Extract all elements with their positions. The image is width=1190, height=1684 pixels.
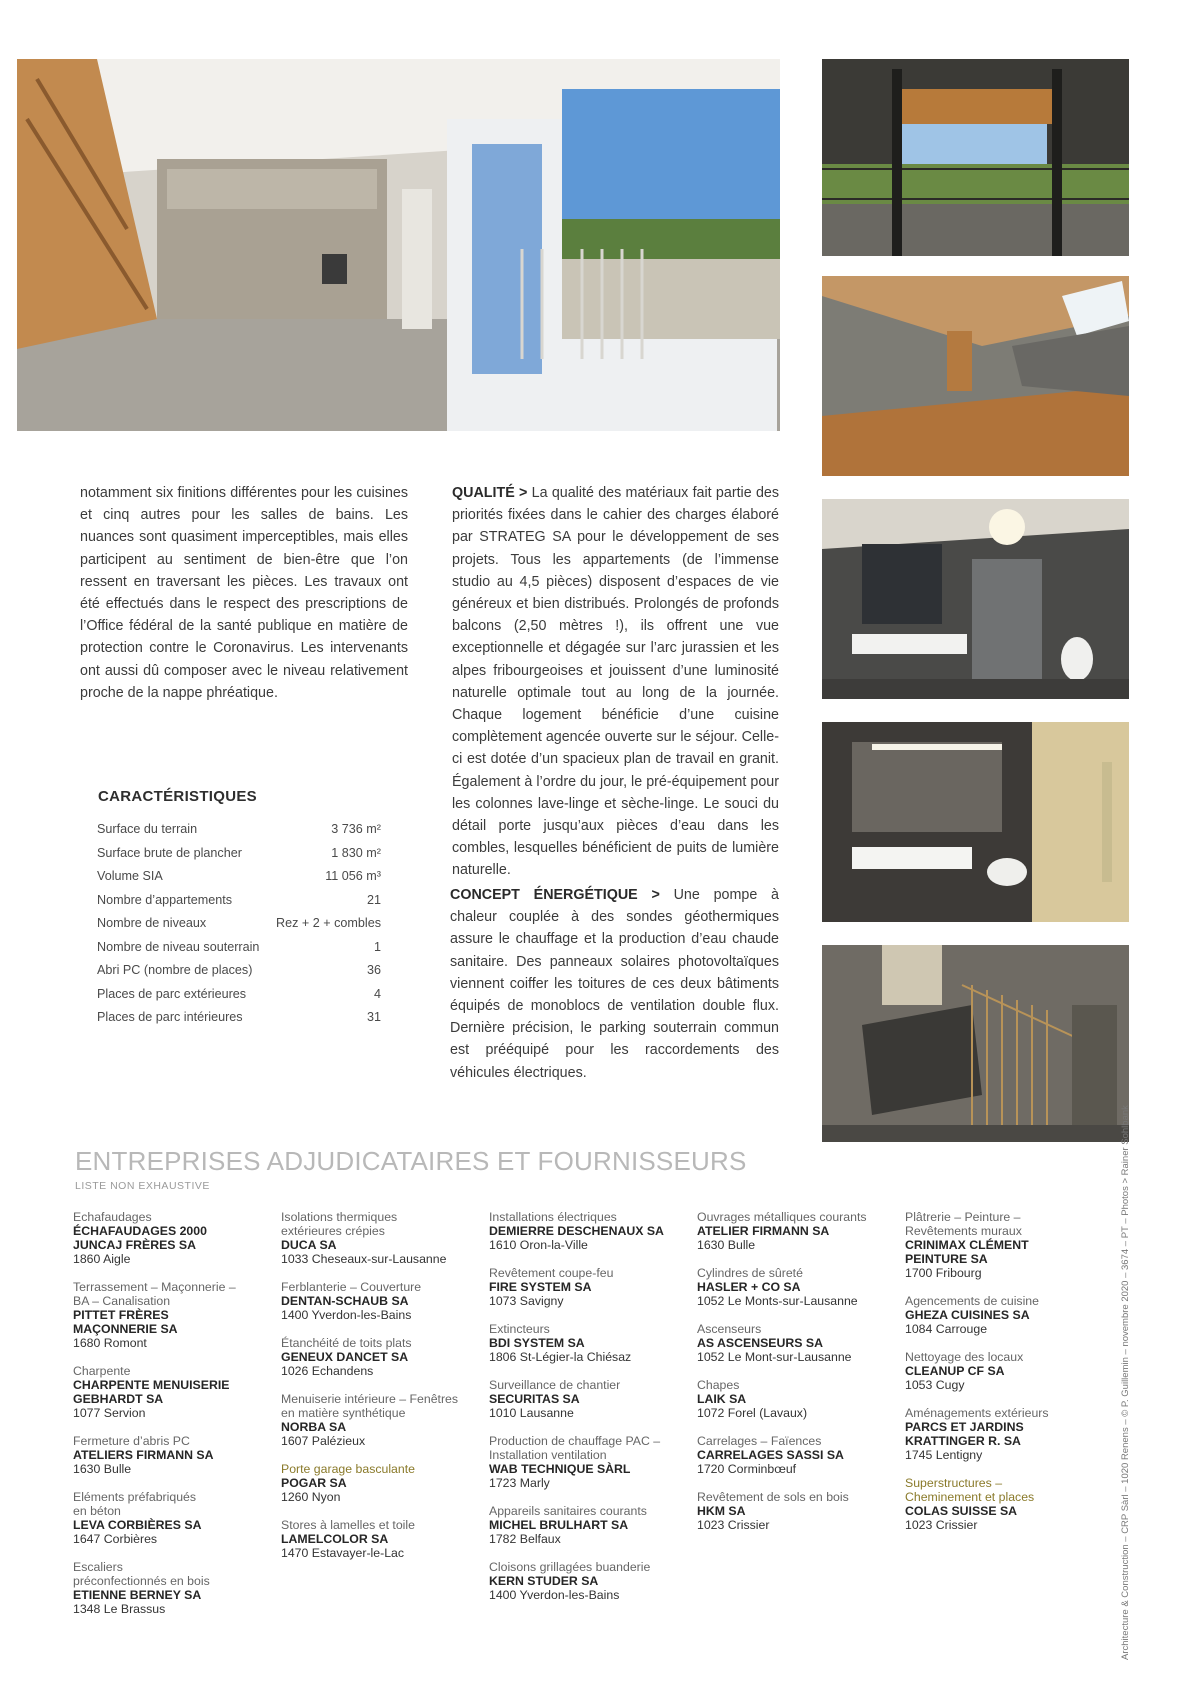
supplier-category: Terrassement – Maçonnerie – BA – Canalisation	[73, 1280, 236, 1308]
supplier-entry	[905, 1294, 1110, 1336]
supplier-category: Plâtrerie – Peinture – Revêtements muraux	[905, 1210, 1022, 1238]
supplier-entry	[905, 1406, 1110, 1462]
spec-label: Nombre de niveau souterrain	[97, 939, 260, 954]
supplier-entry	[489, 1378, 694, 1420]
supplier-category: Porte garage basculante	[281, 1462, 415, 1476]
spec-label: Abri PC (nombre de places)	[97, 963, 253, 977]
supplier-company: GENEUX DANCET SA	[281, 1350, 409, 1364]
supplier-category: Menuiserie intérieure – Fenêtres en matière synthétique	[281, 1392, 459, 1420]
supplier-company: SECURITAS SA	[489, 1392, 580, 1406]
supplier-entry	[697, 1378, 902, 1420]
spec-value: 3 736 m²	[331, 822, 381, 836]
supplier-category: Fermeture d’abris PC	[73, 1434, 190, 1448]
supplier-entry	[73, 1434, 278, 1476]
supplier-category: Extincteurs	[489, 1322, 550, 1336]
supplier-company: AS ASCENSEURS SA	[697, 1336, 823, 1350]
supplier-category: Isolations thermiques extérieures crépies	[281, 1210, 398, 1238]
supplier-column	[73, 1210, 278, 1630]
supplier-address: 1630 Bulle	[697, 1238, 756, 1252]
supplier-address: 1077 Servion	[73, 1406, 146, 1420]
supplier-company: CRINIMAX CLÉMENT PEINTURE SA	[905, 1238, 1029, 1266]
photo-attic-room	[822, 276, 1129, 476]
supplier-company: ÉCHAFAUDAGES 2000 JUNCAJ FRÈRES SA	[73, 1224, 207, 1252]
supplier-address: 1348 Le Brassus	[73, 1602, 166, 1616]
supplier-category: Agencements de cuisine	[905, 1294, 1039, 1308]
supplier-company: ETIENNE BERNEY SA	[73, 1588, 202, 1602]
photo-balcony-view	[822, 59, 1129, 256]
spec-value: 36	[366, 963, 381, 977]
spec-value: 1	[373, 939, 381, 954]
supplier-company: DENTAN-SCHAUB SA	[281, 1294, 409, 1308]
spec-row	[97, 818, 381, 842]
supplier-address: 1680 Romont	[73, 1336, 147, 1350]
supplier-column	[489, 1210, 694, 1616]
supplier-column	[905, 1210, 1110, 1546]
supplier-category: Surveillance de chantier	[489, 1378, 621, 1392]
supplier-entry	[489, 1266, 694, 1308]
spec-row	[97, 959, 381, 983]
supplier-category: Nettoyage des locaux	[905, 1350, 1024, 1364]
supplier-company: DEMIERRE DESCHENAUX SA	[489, 1224, 664, 1238]
supplier-category: Chapes	[697, 1378, 740, 1392]
supplier-company: CLEANUP CF SA	[905, 1364, 1005, 1378]
concept-text: Une pompe à chaleur couplée à des sondes géothermiques assure le chauffage et la production d’eau chaude sanitaire. Des panneaux solaires photovoltaïques viennent coiffer les toitures de ces deux bâtiments équipés de monoblocs de ventilation double flux. Dernière précision, le parking souterrain commun est prééquipé pour les raccordements des véhicules électriques.	[450, 887, 779, 1081]
supplier-company: LAIK SA	[697, 1392, 747, 1406]
supplier-category: Appareils sanitaires courants	[489, 1504, 647, 1518]
suppliers-title: ENTREPRISES ADJUDICATAIRES ET FOURNISSEURS	[75, 1146, 747, 1176]
supplier-address: 1052 Le Mont-sur-Lausanne	[697, 1350, 852, 1364]
supplier-category: Revêtement coupe-feu	[489, 1266, 614, 1280]
supplier-category: Étanchéité de toits plats	[281, 1336, 412, 1350]
supplier-entry	[489, 1210, 694, 1252]
supplier-entry	[73, 1210, 278, 1266]
spec-row	[97, 936, 381, 960]
supplier-entry	[905, 1350, 1110, 1392]
supplier-company: HASLER + CO SA	[697, 1280, 801, 1294]
spec-value: 4	[373, 986, 381, 1001]
spec-row	[97, 865, 381, 889]
supplier-entry	[905, 1476, 1110, 1532]
supplier-address: 1806 St-Légier-la Chiésaz	[489, 1350, 632, 1364]
supplier-company: LAMELCOLOR SA	[281, 1532, 389, 1546]
supplier-entry	[73, 1364, 278, 1420]
suppliers-subtitle: LISTE NON EXHAUSTIVE	[75, 1180, 210, 1192]
spec-row	[97, 842, 381, 866]
photo-living-room-kitchen	[17, 59, 780, 431]
spec-value: 31	[366, 1010, 381, 1024]
supplier-category: Cylindres de sûreté	[697, 1266, 803, 1280]
spec-row	[97, 912, 381, 936]
supplier-address: 1053 Cugy	[905, 1378, 965, 1392]
supplier-category: Superstructures – Cheminement et places	[905, 1476, 1035, 1504]
supplier-entry	[697, 1210, 902, 1252]
supplier-address: 1860 Aigle	[73, 1252, 131, 1266]
supplier-category: Charpente	[73, 1364, 131, 1378]
supplier-entry	[489, 1434, 694, 1490]
supplier-address: 1630 Bulle	[73, 1462, 132, 1476]
supplier-address: 1607 Palézieux	[281, 1434, 366, 1448]
supplier-entry	[489, 1504, 694, 1546]
supplier-category: Installations électriques	[489, 1210, 617, 1224]
supplier-category: Ouvrages métalliques courants	[697, 1210, 867, 1224]
photo-bathroom-vanity	[822, 722, 1129, 922]
supplier-company: MICHEL BRULHART SA	[489, 1518, 629, 1532]
supplier-company: PARCS ET JARDINS KRATTINGER R. SA	[905, 1420, 1024, 1448]
supplier-category: Aménagements extérieurs	[905, 1406, 1049, 1420]
supplier-address: 1610 Oron-la-Ville	[489, 1238, 588, 1252]
supplier-entry	[281, 1336, 486, 1378]
supplier-company: HKM SA	[697, 1504, 746, 1518]
spec-row	[97, 1006, 381, 1030]
supplier-entry	[73, 1280, 278, 1350]
supplier-company: COLAS SUISSE SA	[905, 1504, 1018, 1518]
supplier-address: 1260 Nyon	[281, 1490, 341, 1504]
supplier-company: NORBA SA	[281, 1420, 347, 1434]
supplier-address: 1033 Cheseaux-sur-Lausanne	[281, 1252, 447, 1266]
supplier-category: Ferblanterie – Couverture	[281, 1280, 422, 1294]
supplier-entry	[489, 1560, 694, 1602]
qualite-text: La qualité des matériaux fait partie des priorités fixées dans le cahier des charges élaboré par STRATEG SA pour le développement de ses projets. Tous les appartements (de l’immense studio au 4,5 pièces) disposent d’espaces de vie généreux et bien distribués. Prolongés de profonds balcons (2,50 mètres !), ils offrent une vue exceptionnelle et dégagée sur l’arc jurassien et les alpes fribourgeoises et jouissent d’une luminosité naturelle optimale tout au long de la journée. Chaque logement bénéficie d’une cuisine complètement agencée ouverte sur le séjour. Celle-ci est dotée d’un spacieux plan de travail en granit. Également à l’ordre du jour, le pré-équipement pour les colonnes lave-linge et sèche-linge. Le souci du détail porte jusqu’aux pièces d’eau dans les combles, lesquelles bénéficient de puits de lumière naturelle.	[452, 485, 779, 879]
spec-row	[97, 983, 381, 1007]
supplier-address: 1010 Lausanne	[489, 1406, 574, 1420]
supplier-address: 1700 Fribourg	[905, 1266, 982, 1280]
supplier-company: WAB TECHNIQUE SÀRL	[489, 1462, 631, 1476]
spec-label: Nombre d’appartements	[97, 892, 233, 907]
concept-heading: CONCEPT ÉNERGÉTIQUE >	[450, 887, 660, 903]
supplier-entry	[489, 1322, 694, 1364]
supplier-category: Echafaudages	[73, 1210, 152, 1224]
supplier-column	[697, 1210, 902, 1546]
supplier-address: 1073 Savigny	[489, 1294, 564, 1308]
supplier-entry	[73, 1560, 278, 1616]
spec-row	[97, 889, 381, 913]
photo-staircase	[822, 945, 1129, 1142]
supplier-entry	[697, 1434, 902, 1476]
spec-label: Volume SIA	[97, 869, 163, 883]
supplier-address: 1720 Corminbœuf	[697, 1462, 797, 1476]
supplier-category: Cloisons grillagées buanderie	[489, 1560, 651, 1574]
intro-paragraph: notamment six finitions différentes pour les cuisines et cinq autres pour les salles de bains. Les nuances sont quasiment imperceptibles, mais elles participent au sentiment de bien-être que l’on ressent en traversant les pièces. Les travaux ont été effectués dans le respect des prescriptions de l’Office fédéral de la santé publique en matière de protection contre le Coronavirus. Les intervenants ont aussi dû composer avec le niveau relativement proche de la nappe phréatique.	[80, 485, 408, 701]
supplier-category: Production de chauffage PAC – Installation ventilation	[489, 1434, 661, 1462]
supplier-address: 1400 Yverdon-les-Bains	[281, 1308, 412, 1322]
supplier-entry	[905, 1210, 1110, 1280]
supplier-address: 1084 Carrouge	[905, 1322, 988, 1336]
supplier-address: 1023 Crissier	[697, 1518, 770, 1532]
supplier-category: Escaliers préconfectionnés en bois	[73, 1560, 210, 1588]
supplier-company: GHEZA CUISINES SA	[905, 1308, 1030, 1322]
supplier-entry	[281, 1210, 486, 1266]
supplier-column	[281, 1210, 486, 1574]
qualite-heading: QUALITÉ >	[452, 485, 528, 501]
photo-bathroom-shower	[822, 499, 1129, 699]
supplier-entry	[281, 1518, 486, 1560]
supplier-address: 1052 Le Monts-sur-Lausanne	[697, 1294, 858, 1308]
spec-label: Places de parc extérieures	[97, 986, 247, 1001]
spec-value: Rez + 2 + combles	[276, 916, 381, 930]
supplier-company: KERN STUDER SA	[489, 1574, 599, 1588]
supplier-address: 1723 Marly	[489, 1476, 550, 1490]
supplier-category: Revêtement de sols en bois	[697, 1490, 849, 1504]
supplier-category: Ascenseurs	[697, 1322, 762, 1336]
supplier-entry	[73, 1490, 278, 1546]
supplier-company: BDI SYSTEM SA	[489, 1336, 585, 1350]
supplier-company: CHARPENTE MENUISERIE GEBHARDT SA	[73, 1378, 230, 1406]
qualite-paragraph	[452, 482, 779, 882]
supplier-entry	[281, 1280, 486, 1322]
supplier-category: Stores à lamelles et toile	[281, 1518, 415, 1532]
supplier-address: 1023 Crissier	[905, 1518, 978, 1532]
specs-table	[97, 818, 381, 1030]
supplier-company: ATELIER FIRMANN SA	[697, 1224, 830, 1238]
supplier-entry	[281, 1392, 486, 1448]
supplier-company: PITTET FRÈRES MAÇONNERIE SA	[73, 1308, 178, 1336]
spec-label: Surface brute de plancher	[97, 845, 242, 860]
supplier-address: 1072 Forel (Lavaux)	[697, 1406, 808, 1420]
supplier-company: FIRE SYSTEM SA	[489, 1280, 592, 1294]
supplier-entry	[697, 1266, 902, 1308]
supplier-entry	[697, 1490, 902, 1532]
supplier-address: 1026 Echandens	[281, 1364, 374, 1378]
supplier-company: ATELIERS FIRMANN SA	[73, 1448, 214, 1462]
spec-label: Nombre de niveaux	[97, 916, 207, 930]
specs-title: CARACTÉRISTIQUES	[98, 788, 257, 805]
supplier-address: 1782 Belfaux	[489, 1532, 561, 1546]
supplier-address: 1647 Corbières	[73, 1532, 158, 1546]
spec-label: Places de parc intérieures	[97, 1010, 243, 1024]
supplier-company: CARRELAGES SASSI SA	[697, 1448, 844, 1462]
supplier-entry	[697, 1322, 902, 1364]
spec-value: 1 830 m²	[331, 845, 381, 860]
concept-paragraph	[450, 884, 779, 1084]
supplier-company: LEVA CORBIÈRES SA	[73, 1518, 202, 1532]
supplier-category: Carrelages – Faïences	[697, 1434, 822, 1448]
spec-value: 11 056 m³	[325, 869, 381, 883]
spec-value: 21	[366, 892, 381, 907]
photo-credits: Architecture & Construction – CRP Sàrl – 1020 Renens – © P. Guillemin – novembre 2020 – 3674 – PT – Photos > Rainer Sohlbank	[1120, 1105, 1131, 1660]
spec-label: Surface du terrain	[97, 822, 198, 836]
supplier-address: 1745 Lentigny	[905, 1448, 983, 1462]
supplier-category: Eléments préfabriqués en béton	[73, 1490, 197, 1518]
supplier-company: POGAR SA	[281, 1476, 347, 1490]
supplier-address: 1400 Yverdon-les-Bains	[489, 1588, 620, 1602]
supplier-entry	[281, 1462, 486, 1504]
supplier-address: 1470 Estavayer-le-Lac	[281, 1546, 405, 1560]
supplier-company: DUCA SA	[281, 1238, 337, 1252]
